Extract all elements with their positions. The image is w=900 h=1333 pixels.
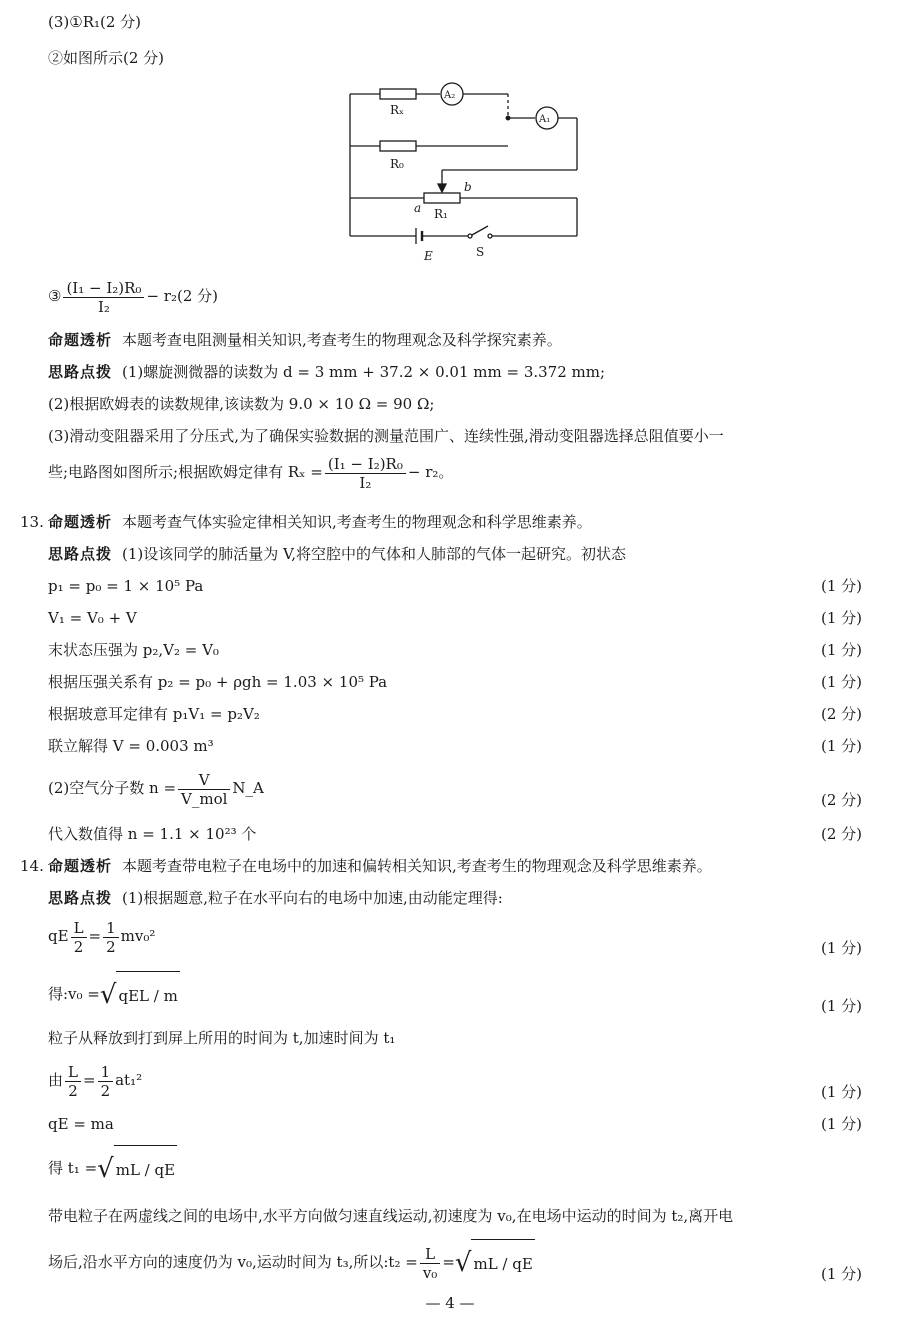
q14-para-2: 场后,沿水平方向的速度仍为 v₀,运动时间为 t₃,所以:t₂ = $\frac{L}{\text{v₀}}$ =√ mL / qE (1 分) bbox=[48, 1238, 880, 1286]
label-a1: A₁ bbox=[539, 114, 551, 125]
q14-eq-5: 得 t₁ =√ mL / qE bbox=[48, 1144, 880, 1192]
answer-3-3: ③ $\frac{\text{(I₁ − I₂)R₀}}{\text{I₂}}$ − r₂(2 分) bbox=[48, 278, 218, 316]
answer-3-1: (3)①R₁(2 分) bbox=[48, 13, 142, 31]
q12-hint: 思路点拨 (1)螺旋测微器的读数为 d = 3 mm + 37.2 × 0.01 mm = 3.372 mm; bbox=[48, 363, 606, 381]
label-rx: Rₓ bbox=[390, 103, 405, 117]
label-b: b bbox=[464, 180, 472, 194]
page-number: — 4 — bbox=[425, 1294, 475, 1312]
q14-eq-2: 得:v₀ =√ qEL / m (1 分) bbox=[48, 970, 880, 1018]
fraction: $\frac{V}{\text{V\_mol}}$ bbox=[178, 771, 230, 808]
q13-step: V₁ = V₀ + V (1 分) bbox=[48, 609, 862, 627]
q13-step: 末状态压强为 p₂,V₂ = V₀ (1 分) bbox=[48, 641, 862, 659]
circuit-diagram bbox=[340, 78, 600, 268]
q13-step: 根据压强关系有 p₂ = p₀ + ρgh = 1.03 × 10⁵ Pa (1 分) bbox=[48, 673, 862, 691]
label-s: S bbox=[476, 245, 485, 259]
q14-time-text: 粒子从释放到打到屏上所用的时间为 t,加速时间为 t₁ bbox=[48, 1029, 396, 1047]
fraction: $\frac{\text{(I₁ − I₂)R₀}}{\text{I₂}}$ bbox=[63, 279, 144, 316]
q13-step: p₁ = p₀ = 1 × 10⁵ Pa (1 分) bbox=[48, 577, 862, 595]
q14-hint: 思路点拨 (1)根据题意,粒子在水平向右的电场中加速,由动能定理得: bbox=[48, 889, 503, 907]
q13-step: 根据玻意耳定律有 p₁V₁ = p₂V₂ (2 分) bbox=[48, 705, 862, 723]
label-r1: R₁ bbox=[434, 207, 448, 221]
fraction: $\frac{\text{(I₁ − I₂)R₀}}{\text{I₂}}$ bbox=[325, 455, 406, 492]
answer-3-2: ②如图所示(2 分) bbox=[48, 49, 165, 67]
q14-intent: 14. 命题透析 本题考查带电粒子在电场中的加速和偏转相关知识,考查考生的物理观念及科学思维素养。 bbox=[20, 857, 712, 875]
q12-line-2: (2)根据欧姆表的读数规律,该读数为 9.0 × 10 Ω = 90 Ω; bbox=[48, 395, 435, 413]
q12-line-3: (3)滑动变阻器采用了分压式,为了确保实验数据的测量范围广、连续性强,滑动变阻器选择总阻值要小一 bbox=[48, 427, 724, 445]
q14-eq-1: qE $\frac{L}{2}$ = $\frac{1}{2}$ mv₀² (1 分) bbox=[48, 918, 862, 957]
q14-eq-4: qE = ma (1 分) bbox=[48, 1115, 862, 1133]
q13-intent: 13. 命题透析 本题考查气体实验定律相关知识,考查考生的物理观念和科学思维素养。 bbox=[20, 513, 592, 531]
q14-eq-3: 由 $\frac{L}{2}$ = $\frac{1}{2}$ at₁² (1 分) bbox=[48, 1062, 862, 1101]
label-e: E bbox=[424, 249, 433, 263]
q13-step: 联立解得 V = 0.003 m³ (1 分) bbox=[48, 737, 862, 755]
q12-line-4: 些;电路图如图所示;根据欧姆定律有 Rₓ = $\frac{\text{(I₁ − I₂)R₀}}{\text{I₂}}$ − r₂。 bbox=[48, 454, 454, 492]
label-a: a bbox=[414, 201, 422, 215]
q13-result: 代入数值得 n = 1.1 × 10²³ 个 (2 分) bbox=[48, 825, 862, 843]
label-r0: R₀ bbox=[390, 157, 404, 171]
q14-para-1: 带电粒子在两虚线之间的电场中,水平方向做匀速直线运动,初速度为 v₀,在电场中运动的时间为 t₂,离开电 bbox=[48, 1207, 734, 1225]
label-a2: A₂ bbox=[444, 90, 456, 101]
q12-intent: 命题透析 本题考查电阻测量相关知识,考查考生的物理观念及科学探究素养。 bbox=[48, 331, 562, 349]
q13-hint: 思路点拨 (1)设该同学的肺活量为 V,将空腔中的气体和人肺部的气体一起研究。初状态 bbox=[48, 545, 627, 563]
q13-molecules: (2)空气分子数 n = $\frac{V}{\text{V\_mol}}$ N_A (2 分) bbox=[48, 770, 862, 809]
